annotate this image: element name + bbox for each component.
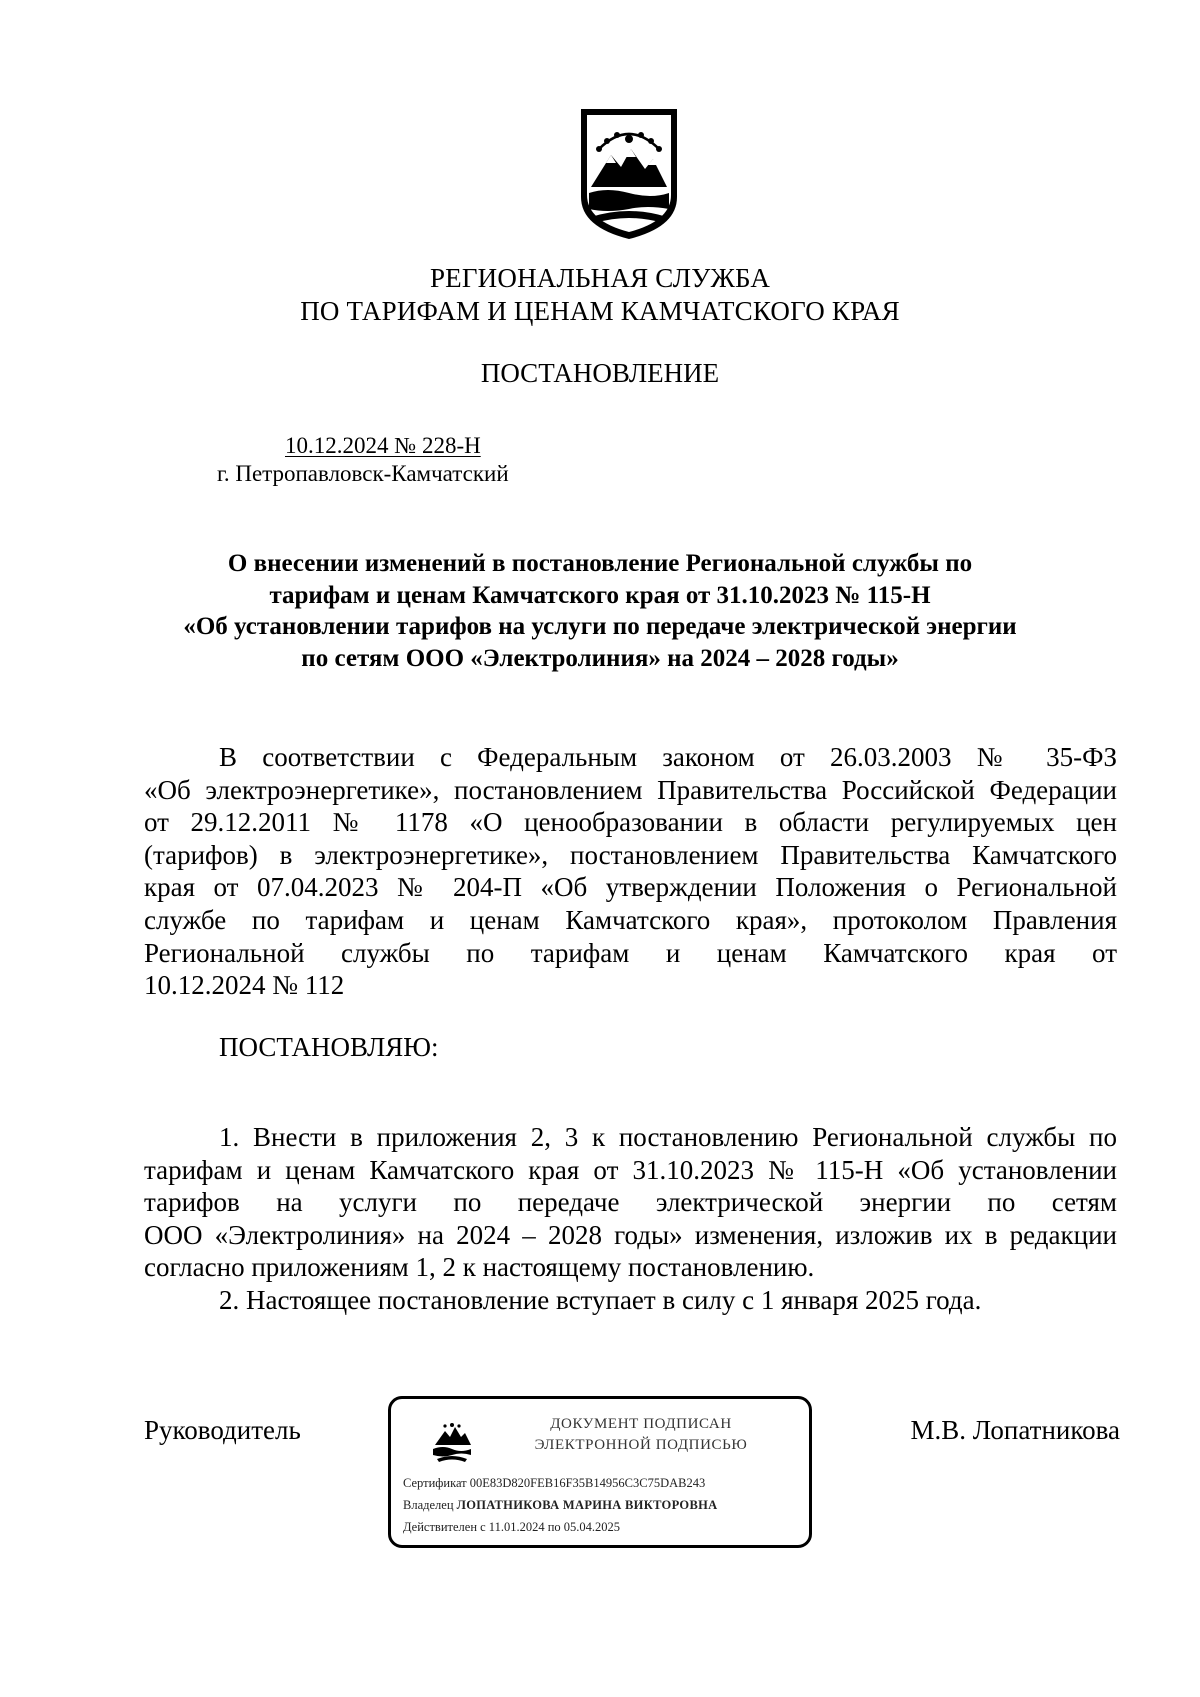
paragraph-line: тарифам и ценам Камчатского края от 31.10.2023 № 115-Н «Об установлении	[144, 1154, 1117, 1185]
stamp-validity: Действителен с 11.01.2024 по 05.04.2025	[403, 1520, 621, 1534]
stamp-cert-label: Сертификат	[403, 1476, 467, 1490]
document-date-number: 10.12.2024 № 228-Н	[285, 433, 481, 458]
document-subject	[120, 548, 1080, 674]
stamp-title-line1: ДОКУМЕНТ ПОДПИСАН	[550, 1416, 732, 1432]
electronic-signature-stamp	[388, 1396, 812, 1548]
paragraph-line: службе по тарифам и ценам Камчатского края», протоколом Правления	[144, 904, 1117, 935]
decree-item-2: 2. Настоящее постановление вступает в силу с 1 января 2025 года.	[219, 1285, 982, 1315]
paragraph-line: ООО «Электролиния» на 2024 – 2028 годы» изменения, изложив их в редакции	[144, 1219, 1117, 1250]
agency-name-line2: ПО ТАРИФАМ И ЦЕНАМ КАМЧАТСКОГО КРАЯ	[300, 296, 900, 326]
stamp-cert-value: 00E83D820FEB16F35B14956C3C75DAB243	[469, 1476, 706, 1490]
stamp-certificate	[403, 1475, 803, 1491]
paragraph-line: от 29.12.2011 № 1178 «О ценообразовании в области регулируемых цен	[144, 807, 1117, 838]
document-city: г. Петропавловск-Камчатский	[217, 461, 509, 486]
paragraph-line: В соответствии с Федеральным законом от 26.03.2003 № 35-ФЗ	[219, 742, 1117, 772]
stamp-emblem-icon	[431, 1419, 473, 1463]
legal-basis-paragraph	[144, 741, 1117, 1002]
coat-of-arms-emblem	[577, 109, 681, 241]
stamp-owner	[403, 1497, 803, 1513]
paragraph-line: «Об электроэнергетике», постановлением Правительства Российской Федерации	[144, 774, 1117, 805]
subject-line: по сетям ООО «Электролиния» на 2024 – 2028 годы»	[301, 644, 899, 672]
decree-item-1	[144, 1121, 1117, 1284]
stamp-owner-label: Владелец	[403, 1498, 454, 1512]
decree-word: ПОСТАНОВЛЯЮ:	[219, 1032, 439, 1062]
agency-name-line1: РЕГИОНАЛЬНАЯ СЛУЖБА	[429, 263, 771, 293]
paragraph-line: (тарифов) в электроэнергетике», постановлением Правительства Камчатского	[144, 839, 1117, 870]
signatory-role: Руководитель	[144, 1415, 301, 1445]
signatory-name: М.В. Лопатникова	[910, 1415, 1120, 1445]
document-type-title: ПОСТАНОВЛЕНИЕ	[480, 358, 720, 388]
stamp-title-line2: ЭЛЕКТРОННОЙ ПОДПИСЬЮ	[534, 1437, 748, 1453]
subject-line: «Об установлении тарифов на услуги по передаче электрической энергии	[183, 613, 1017, 640]
paragraph-line: тарифов на услуги по передаче электрической энергии по сетям	[144, 1187, 1117, 1218]
paragraph-line: 1. Внести в приложения 2, 3 к постановлению Региональной службы по	[219, 1122, 1117, 1152]
stamp-owner-value: ЛОПАТНИКОВА МАРИНА ВИКТОРОВНА	[456, 1498, 718, 1512]
paragraph-line: Региональной службы по тарифам и ценам Камчатского края от	[144, 937, 1117, 968]
subject-line: тарифам и ценам Камчатского края от 31.10.2023 № 115-Н	[269, 581, 931, 609]
subject-line: О внесении изменений в постановление Региональной службы по	[227, 550, 973, 577]
paragraph-line: края от 07.04.2023 № 204-П «Об утверждении Положения о Региональной	[144, 872, 1117, 903]
paragraph-line: 10.12.2024 № 112	[144, 970, 345, 1001]
paragraph-line: согласно приложениям 1, 2 к настоящему постановлению.	[144, 1252, 815, 1283]
